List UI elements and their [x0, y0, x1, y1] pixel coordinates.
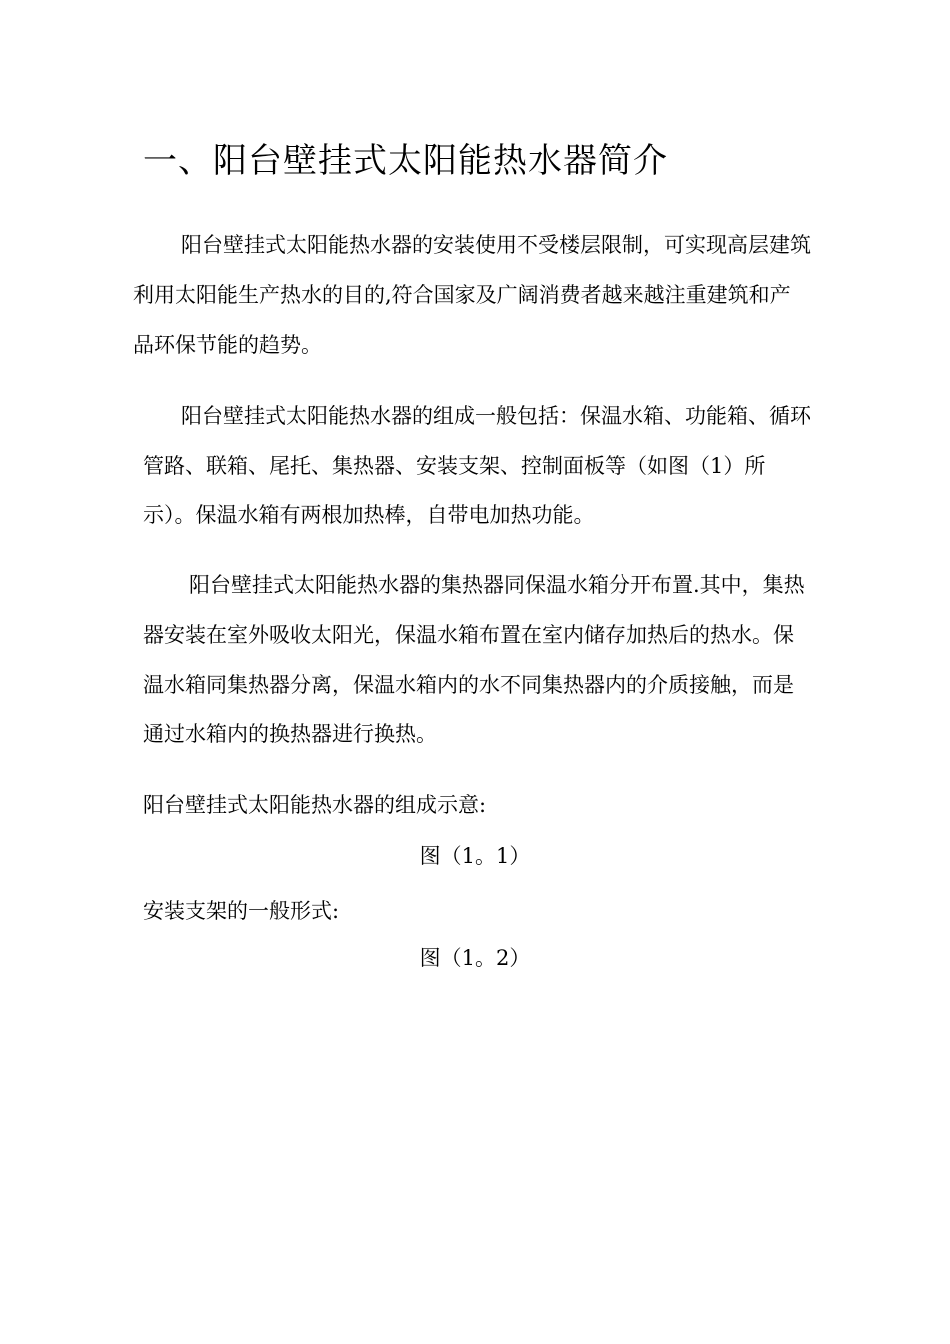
section-title: 一、阳台壁挂式太阳能热水器简介 — [143, 141, 668, 181]
paragraph-3-line-2: 器安装在室外吸收太阳光，保温水箱布置在室内储存加热后的热水。保 — [143, 623, 794, 647]
paragraph-3-line-4: 通过水箱内的换热器进行换热。 — [143, 722, 437, 746]
bracket-label: 安装支架的一般形式: — [143, 899, 340, 923]
paragraph-3-line-1: 阳台壁挂式太阳能热水器的集热器同保温水箱分开布置.其中，集热 — [189, 573, 805, 597]
figure-2-caption: 图（1。2） — [419, 946, 531, 970]
paragraph-1-line-3: 品环保节能的趋势。 — [133, 333, 322, 357]
composition-label: 阳台壁挂式太阳能热水器的组成示意: — [143, 793, 487, 817]
paragraph-1-line-1: 阳台壁挂式太阳能热水器的安装使用不受楼层限制，可实现高层建筑 — [181, 233, 811, 257]
figure-1-caption: 图（1。1） — [419, 844, 531, 868]
paragraph-2-line-3: 示）。保温水箱有两根加热棒，自带电加热功能。 — [143, 503, 595, 527]
paragraph-3-line-3: 温水箱同集热器分离，保温水箱内的水不同集热器内的介质接触，而是 — [143, 673, 794, 697]
paragraph-1-line-2: 利用太阳能生产热水的目的,符合国家及广阔消费者越来越注重建筑和产 — [133, 283, 791, 307]
paragraph-2-line-2: 管路、联箱、尾托、集热器、安装支架、控制面板等（如图（1）所 — [143, 454, 766, 478]
paragraph-2-line-1: 阳台壁挂式太阳能热水器的组成一般包括：保温水箱、功能箱、循环 — [181, 404, 811, 428]
